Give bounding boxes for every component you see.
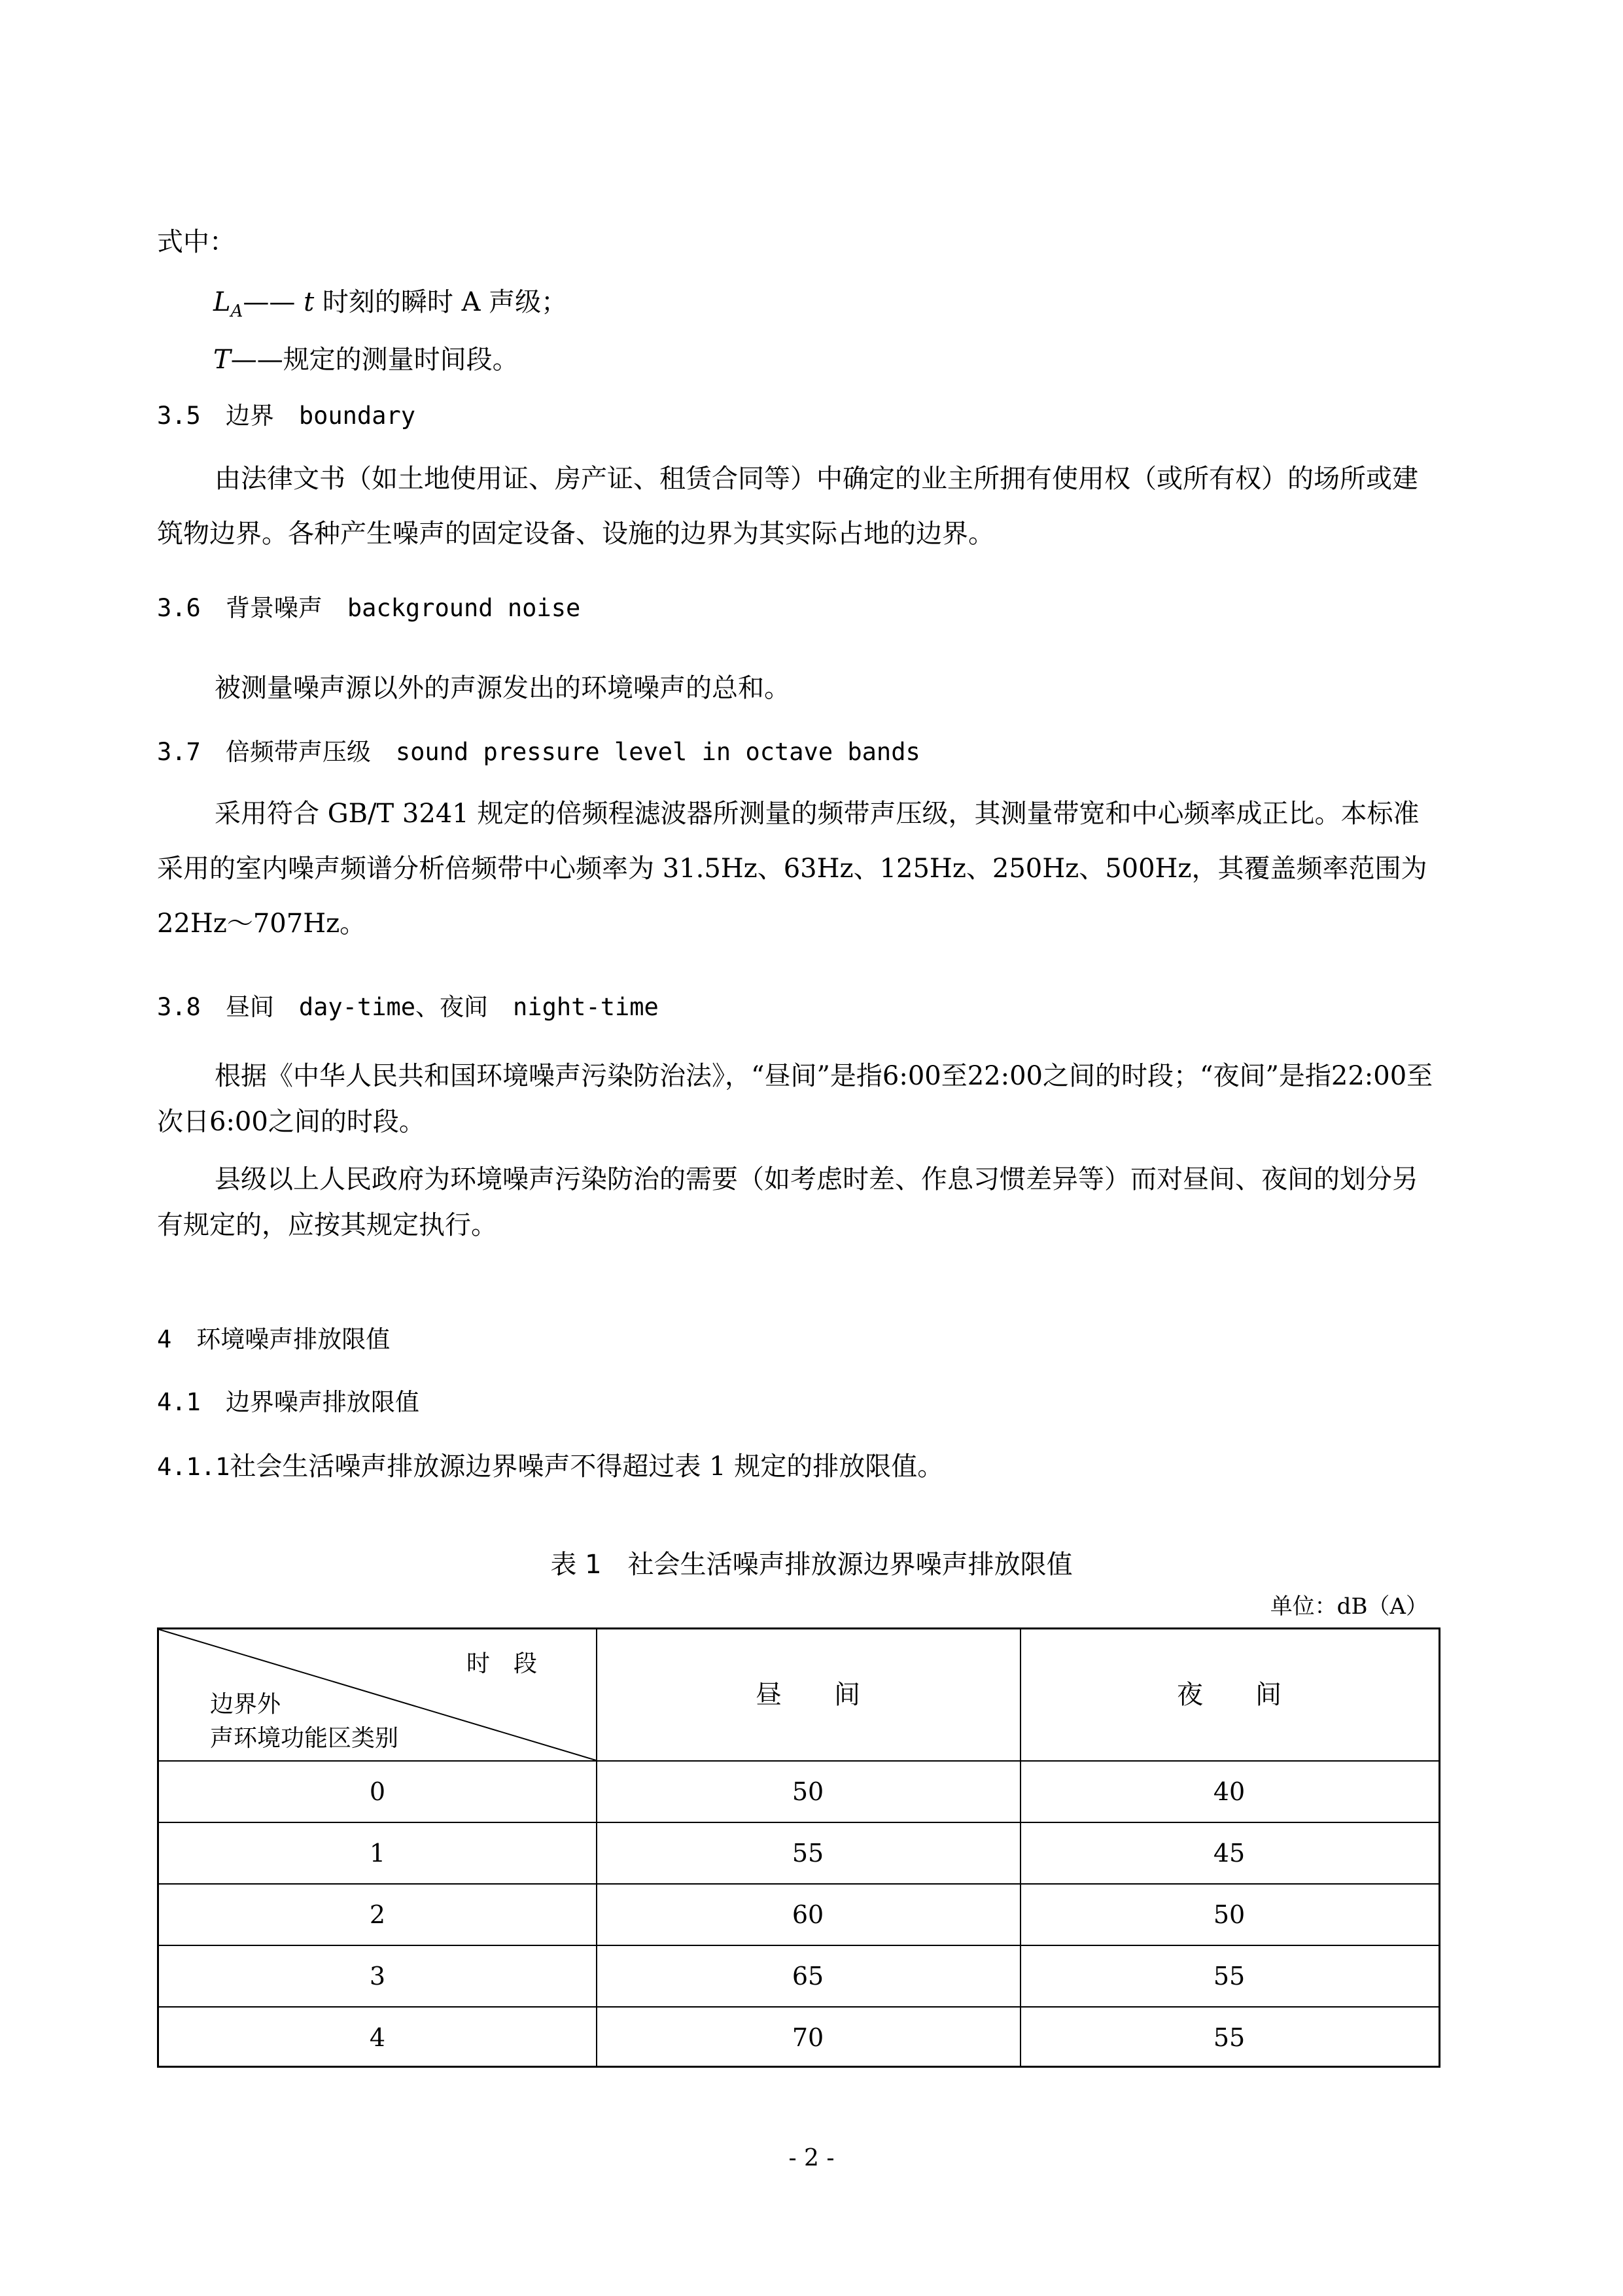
- section-title-cn: 边界: [225, 402, 274, 430]
- section-title: 环境噪声排放限值: [196, 1325, 391, 1353]
- section-title-en: sound pressure level in octave bands: [395, 738, 920, 766]
- section-3-6-heading: [157, 590, 580, 627]
- row-divider: [159, 2006, 1439, 2008]
- table-cell-class: 3: [369, 1962, 386, 1991]
- section-title-en-night: night-time: [513, 993, 659, 1021]
- table-cell-night: 55: [1213, 1962, 1246, 1991]
- variable-la-symbol: L: [213, 287, 231, 317]
- table-1: [157, 1627, 1440, 2068]
- section-3-8-body-2: 县级以上人民政府为环境噪声污染防治的需要（如考虑时差、作息习惯差异等）而对昼间、夜间的划分另有规定的，应按其规定执行。: [157, 1164, 1418, 1240]
- table-cell-day: 70: [792, 2023, 824, 2052]
- section-3-7-body: 采用符合 GB/T 3241 规定的倍频程滤波器所测量的频带声压级，其测量带宽和中心频率成正比。本标准采用的室内噪声频谱分析倍频带中心频率为 31.5Hz、63Hz、125Hz、250Hz、500Hz，其覆盖频率范围为 22Hz～707Hz。: [157, 799, 1427, 939]
- variable-la-dash: ——: [243, 287, 296, 317]
- table-cell-night: 50: [1213, 1900, 1246, 1929]
- header-day: 昼 间: [756, 1680, 860, 1710]
- header-boundary-outside: 边界外: [210, 1691, 281, 1718]
- table-cell-class: 2: [369, 1900, 386, 1929]
- section-body: 社会生活噪声排放源边界噪声不得超过表 1 规定的排放限值。: [230, 1452, 944, 1482]
- section-title-cn-day: 昼间: [225, 993, 274, 1021]
- variable-t-definition: [213, 341, 519, 378]
- variable-la-subscript: A: [230, 302, 243, 321]
- section-number: 3.8: [157, 993, 201, 1021]
- table-cell-class: 1: [369, 1839, 386, 1868]
- table-cell-class: 0: [369, 1777, 386, 1806]
- variable-la-definition: [213, 284, 567, 330]
- section-title-en: background noise: [347, 594, 581, 622]
- section-4-heading: [157, 1321, 390, 1358]
- table-unit: 单位：dB（A）: [1270, 1593, 1428, 1620]
- table-caption: 表 1 社会生活噪声排放源边界噪声排放限值: [550, 1550, 1073, 1580]
- section-number: 4: [157, 1325, 172, 1353]
- table-cell-night: 45: [1213, 1839, 1246, 1868]
- row-divider: [159, 1883, 1439, 1885]
- table-cell-day: 55: [792, 1839, 824, 1868]
- variable-t-symbol: T: [213, 345, 231, 375]
- section-title-en: boundary: [298, 402, 416, 430]
- header-night: 夜 间: [1177, 1680, 1282, 1710]
- variable-t-description: ——规定的测量时间段。: [230, 345, 519, 375]
- section-number: 3.5: [157, 402, 201, 430]
- header-zone-category: 声环境功能区类别: [210, 1725, 399, 1752]
- row-divider: [159, 1822, 1439, 1823]
- header-time-period: 时 段: [466, 1650, 538, 1677]
- variable-la-description: 时刻的瞬时 A 声级；: [322, 287, 568, 317]
- table-cell-day: 60: [792, 1900, 824, 1929]
- section-title-separator: 、: [415, 993, 440, 1021]
- section-title-cn: 背景噪声: [225, 594, 323, 622]
- section-3-8-body-1: 根据《中华人民共和国环境噪声污染防治法》，“昼间”是指6:00至22:00之间的时段；“夜间”是指22:00至次日6:00之间的时段。: [157, 1061, 1433, 1137]
- table-cell-day: 50: [792, 1777, 824, 1806]
- section-4-1-1: [157, 1448, 943, 1486]
- section-3-8-heading: [157, 989, 659, 1026]
- page-number: - 2 -: [788, 2145, 835, 2172]
- row-divider: [159, 1945, 1439, 1946]
- section-title-cn: 倍频带声压级: [225, 738, 371, 766]
- section-3-6-body: 被测量噪声源以外的声源发出的环境噪声的总和。: [215, 673, 790, 703]
- table-cell-night: 55: [1213, 2023, 1246, 2052]
- section-title-en-day: day-time: [298, 993, 416, 1021]
- section-3-5-body: 由法律文书（如土地使用证、房产证、租赁合同等）中确定的业主所拥有使用权（或所有权）的场所或建筑物边界。各种产生噪声的固定设备、设施的边界为其实际占地的边界。: [157, 464, 1418, 549]
- section-title: 边界噪声排放限值: [225, 1388, 419, 1416]
- section-number: 4.1: [157, 1388, 201, 1416]
- table-cell-class: 4: [369, 2023, 386, 2052]
- table-cell-night: 40: [1213, 1777, 1246, 1806]
- header-bottom-border: [159, 1760, 1439, 1762]
- section-4-1-heading: [157, 1384, 419, 1421]
- variable-t-italic: t: [304, 287, 315, 317]
- section-3-5-heading: [157, 398, 415, 434]
- section-title-cn-night: 夜间: [440, 993, 489, 1021]
- formula-intro: 式中：: [157, 227, 236, 257]
- section-number: 3.6: [157, 594, 201, 622]
- section-3-7-heading: [157, 734, 920, 771]
- section-number: 4.1.1: [157, 1453, 230, 1481]
- section-number: 3.7: [157, 738, 201, 766]
- table-cell-day: 65: [792, 1962, 824, 1991]
